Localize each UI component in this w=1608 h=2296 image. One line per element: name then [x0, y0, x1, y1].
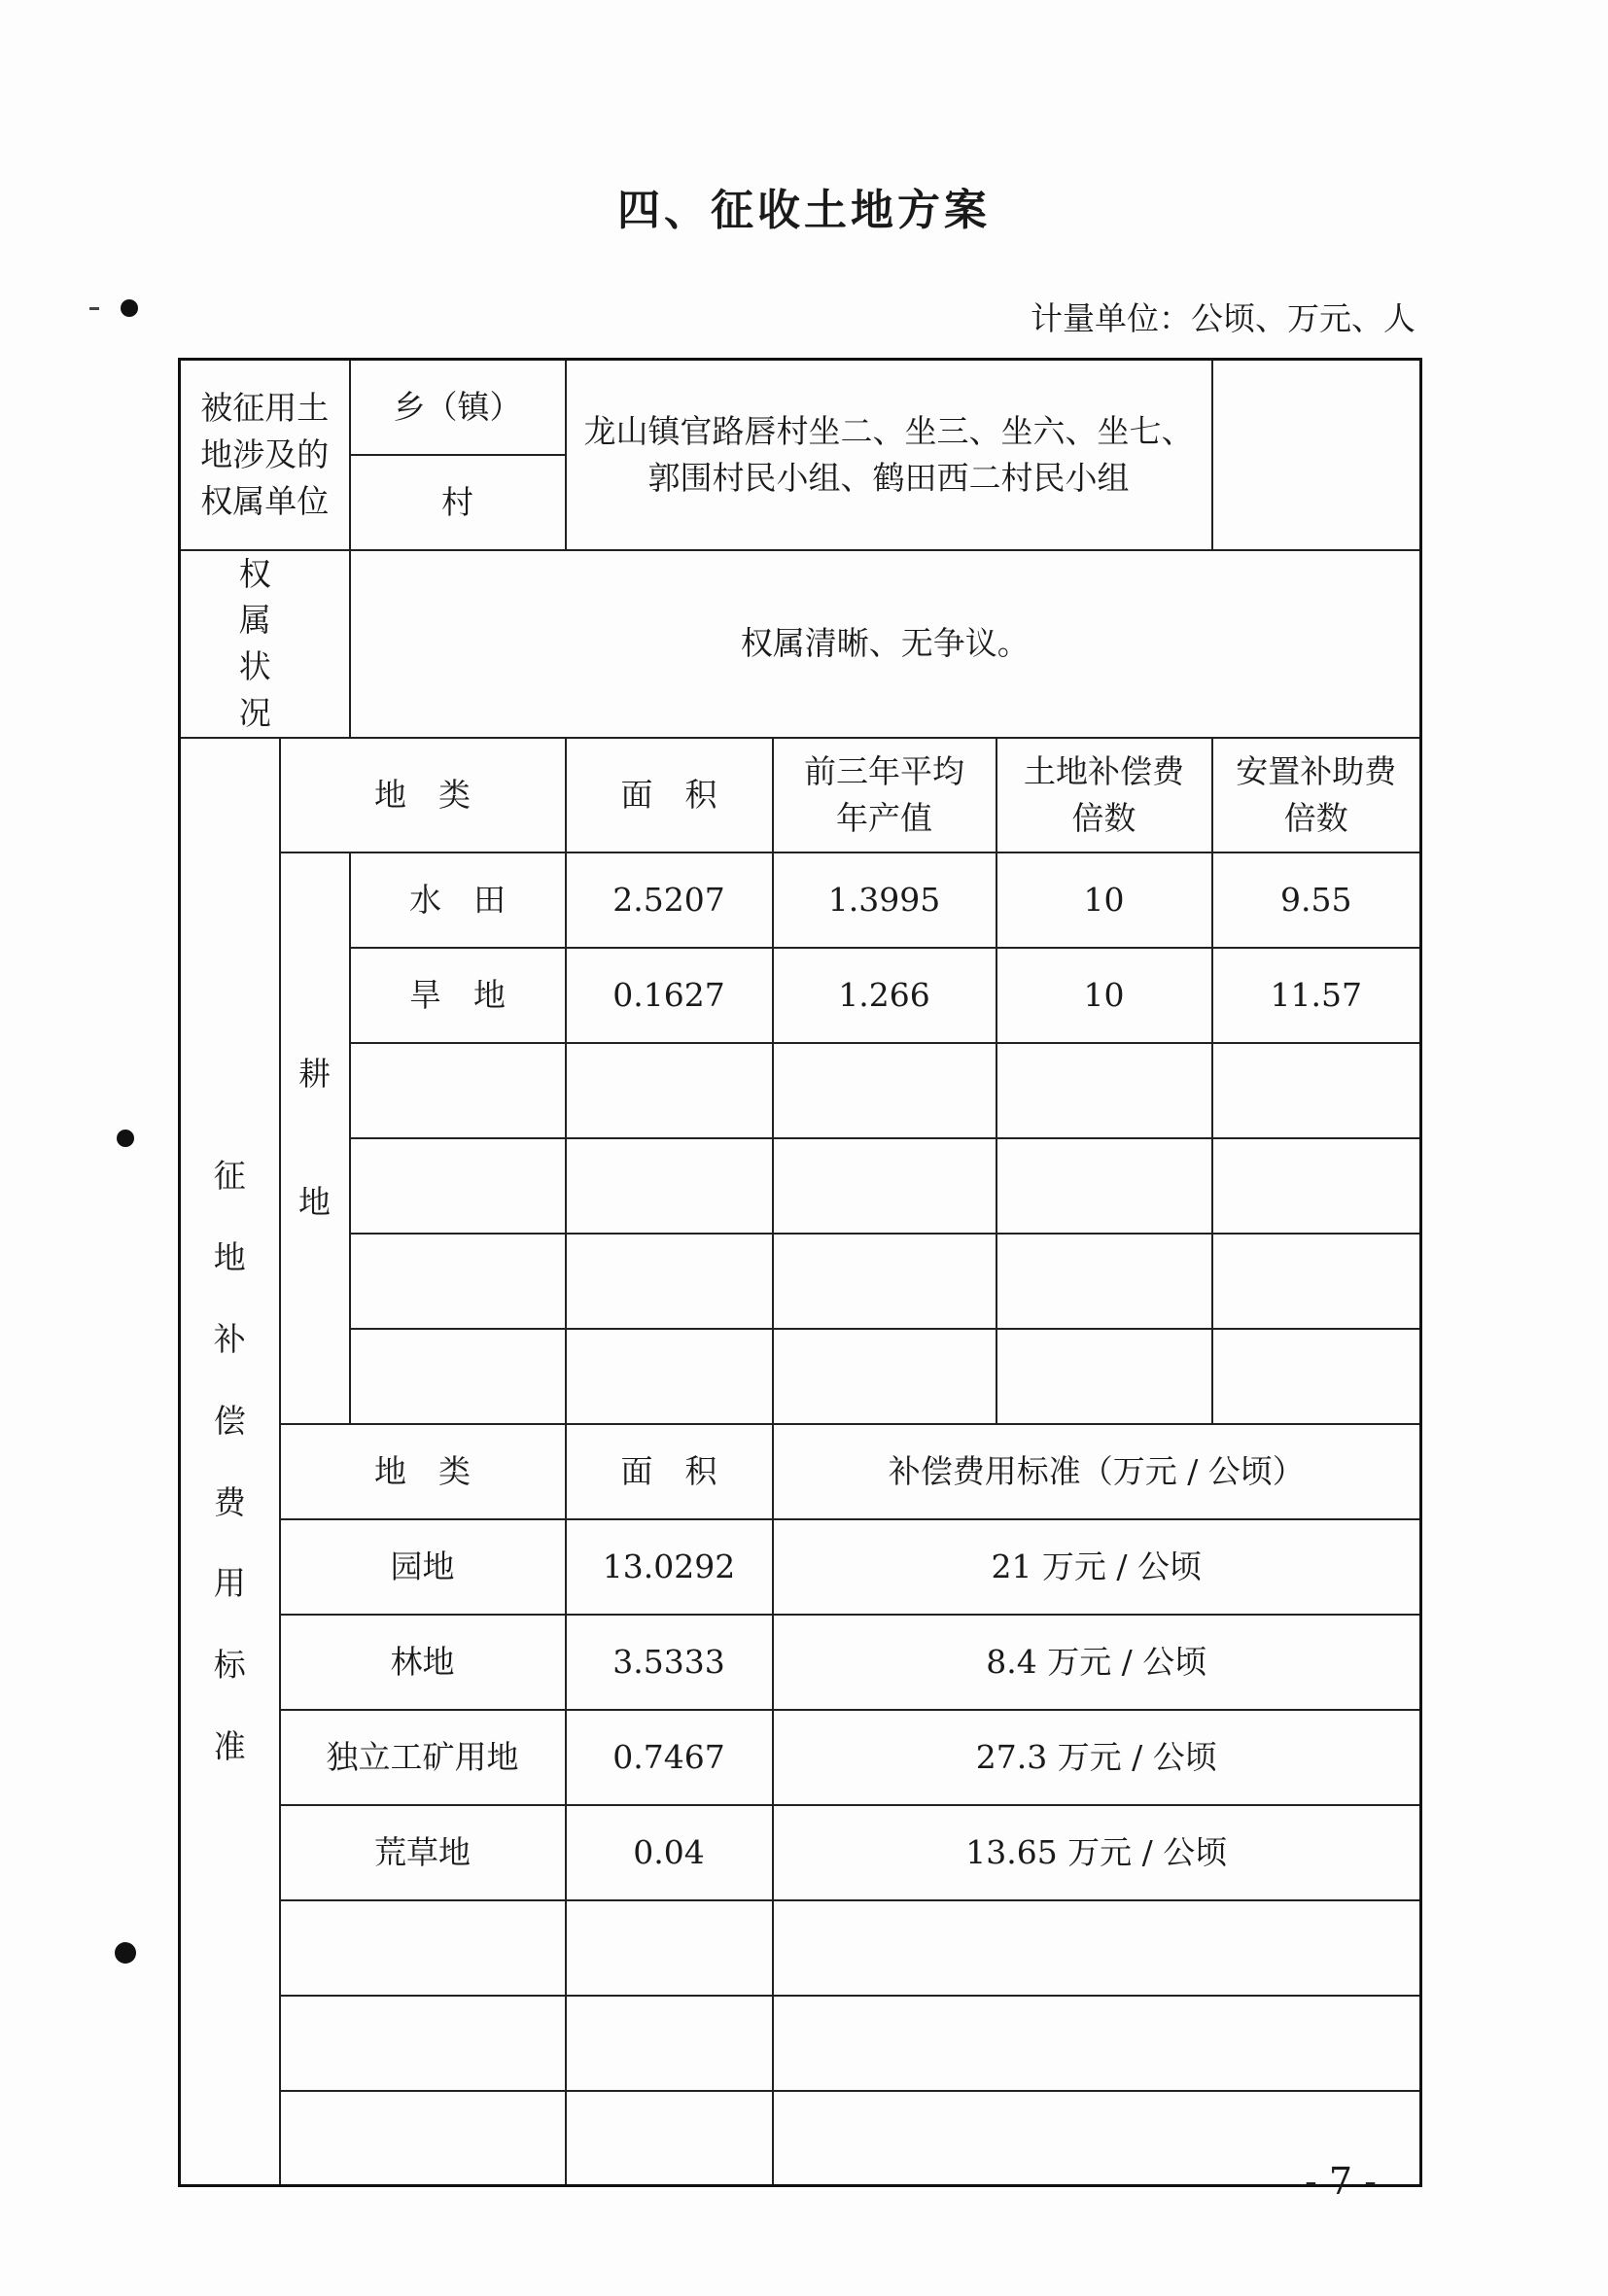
side-char: 征: [213, 1157, 246, 1196]
side-char: 偿: [213, 1401, 246, 1440]
side-char: 准: [213, 1727, 246, 1766]
arable-row-type: 旱 地: [350, 948, 566, 1043]
ownership-blank-cell: [1212, 360, 1421, 550]
arable-row-avg-output: 1.266: [773, 948, 996, 1043]
side-char: 补: [213, 1319, 246, 1358]
empty-arable-row: [180, 1234, 1421, 1329]
side-char: 标: [213, 1646, 246, 1685]
other-row-standard: 8.4 万元 / 公顷: [773, 1615, 1421, 1710]
scan-mark: [89, 307, 99, 310]
arable-row-avg-output: 1.3995: [773, 852, 996, 948]
header-avg-output: 前三年平均年产值: [773, 738, 996, 852]
empty-arable-row: [180, 1138, 1421, 1234]
compensation-side-label: [180, 738, 280, 2186]
arable-label: 耕地: [280, 852, 350, 1424]
other-row-area: 0.7467: [566, 1710, 773, 1805]
arable-row-resettle-mult: 11.57: [1212, 948, 1421, 1043]
township-label: 乡（镇）: [350, 360, 566, 455]
other-row-standard: 21 万元 / 公顷: [773, 1519, 1421, 1615]
header-land-type: 地 类: [280, 738, 566, 852]
empty-other-row: [180, 1900, 1421, 1996]
ownership-units: 龙山镇官路唇村坐二、坐三、坐六、坐七、郭围村民小组、鹤田西二村民小组: [566, 360, 1212, 550]
empty-arable-row: [180, 1329, 1421, 1424]
arable-row-area: 2.5207: [566, 852, 773, 948]
other-row-type: 独立工矿用地: [280, 1710, 566, 1805]
header-land-comp-multiple: 土地补偿费倍数: [996, 738, 1212, 852]
other-row-area: 13.0292: [566, 1519, 773, 1615]
arable-row-land-mult: 10: [996, 948, 1212, 1043]
side-char: 费: [213, 1482, 246, 1521]
header-resettle-multiple: 安置补助费倍数: [1212, 738, 1421, 852]
other-row-area: 0.04: [566, 1805, 773, 1900]
side-char: 地: [213, 1238, 246, 1277]
binding-hole-mark: [117, 1130, 134, 1147]
other-row-area: 3.5333: [566, 1615, 773, 1710]
empty-other-row: [180, 2091, 1421, 2186]
ownership-status-value: 权属清晰、无争议。: [350, 550, 1421, 738]
arable-row-type: 水 田: [350, 852, 566, 948]
other-header-land-type: 地 类: [280, 1424, 566, 1519]
other-row-type: 荒草地: [280, 1805, 566, 1900]
binding-hole-mark: [115, 1942, 136, 1964]
empty-other-row: [180, 1996, 1421, 2091]
other-header-area: 面 积: [566, 1424, 773, 1519]
ownership-status-label: 权属状况: [180, 550, 350, 738]
other-row-standard: 13.65 万元 / 公顷: [773, 1805, 1421, 1900]
other-row-standard: 27.3 万元 / 公顷: [773, 1710, 1421, 1805]
empty-arable-row: [180, 1043, 1421, 1138]
other-row-type: 园地: [280, 1519, 566, 1615]
binding-hole-mark: [121, 299, 138, 317]
village-label: 村: [350, 455, 566, 550]
side-char: 用: [213, 1564, 246, 1603]
other-row-type: 林地: [280, 1615, 566, 1710]
page-number: - 7 -: [1305, 2160, 1378, 2203]
page-title: 四、征收土地方案: [617, 186, 991, 235]
unit-note: 计量单位：公顷、万元、人: [1031, 299, 1416, 337]
other-header-standard: 补偿费用标准（万元 / 公顷）: [773, 1424, 1421, 1519]
land-acquisition-table: [178, 358, 1422, 2187]
arable-row-resettle-mult: 9.55: [1212, 852, 1421, 948]
header-area: 面 积: [566, 738, 773, 852]
arable-row-area: 0.1627: [566, 948, 773, 1043]
ownership-header-cell: 被征用土地涉及的权属单位: [180, 360, 350, 550]
arable-row-land-mult: 10: [996, 852, 1212, 948]
